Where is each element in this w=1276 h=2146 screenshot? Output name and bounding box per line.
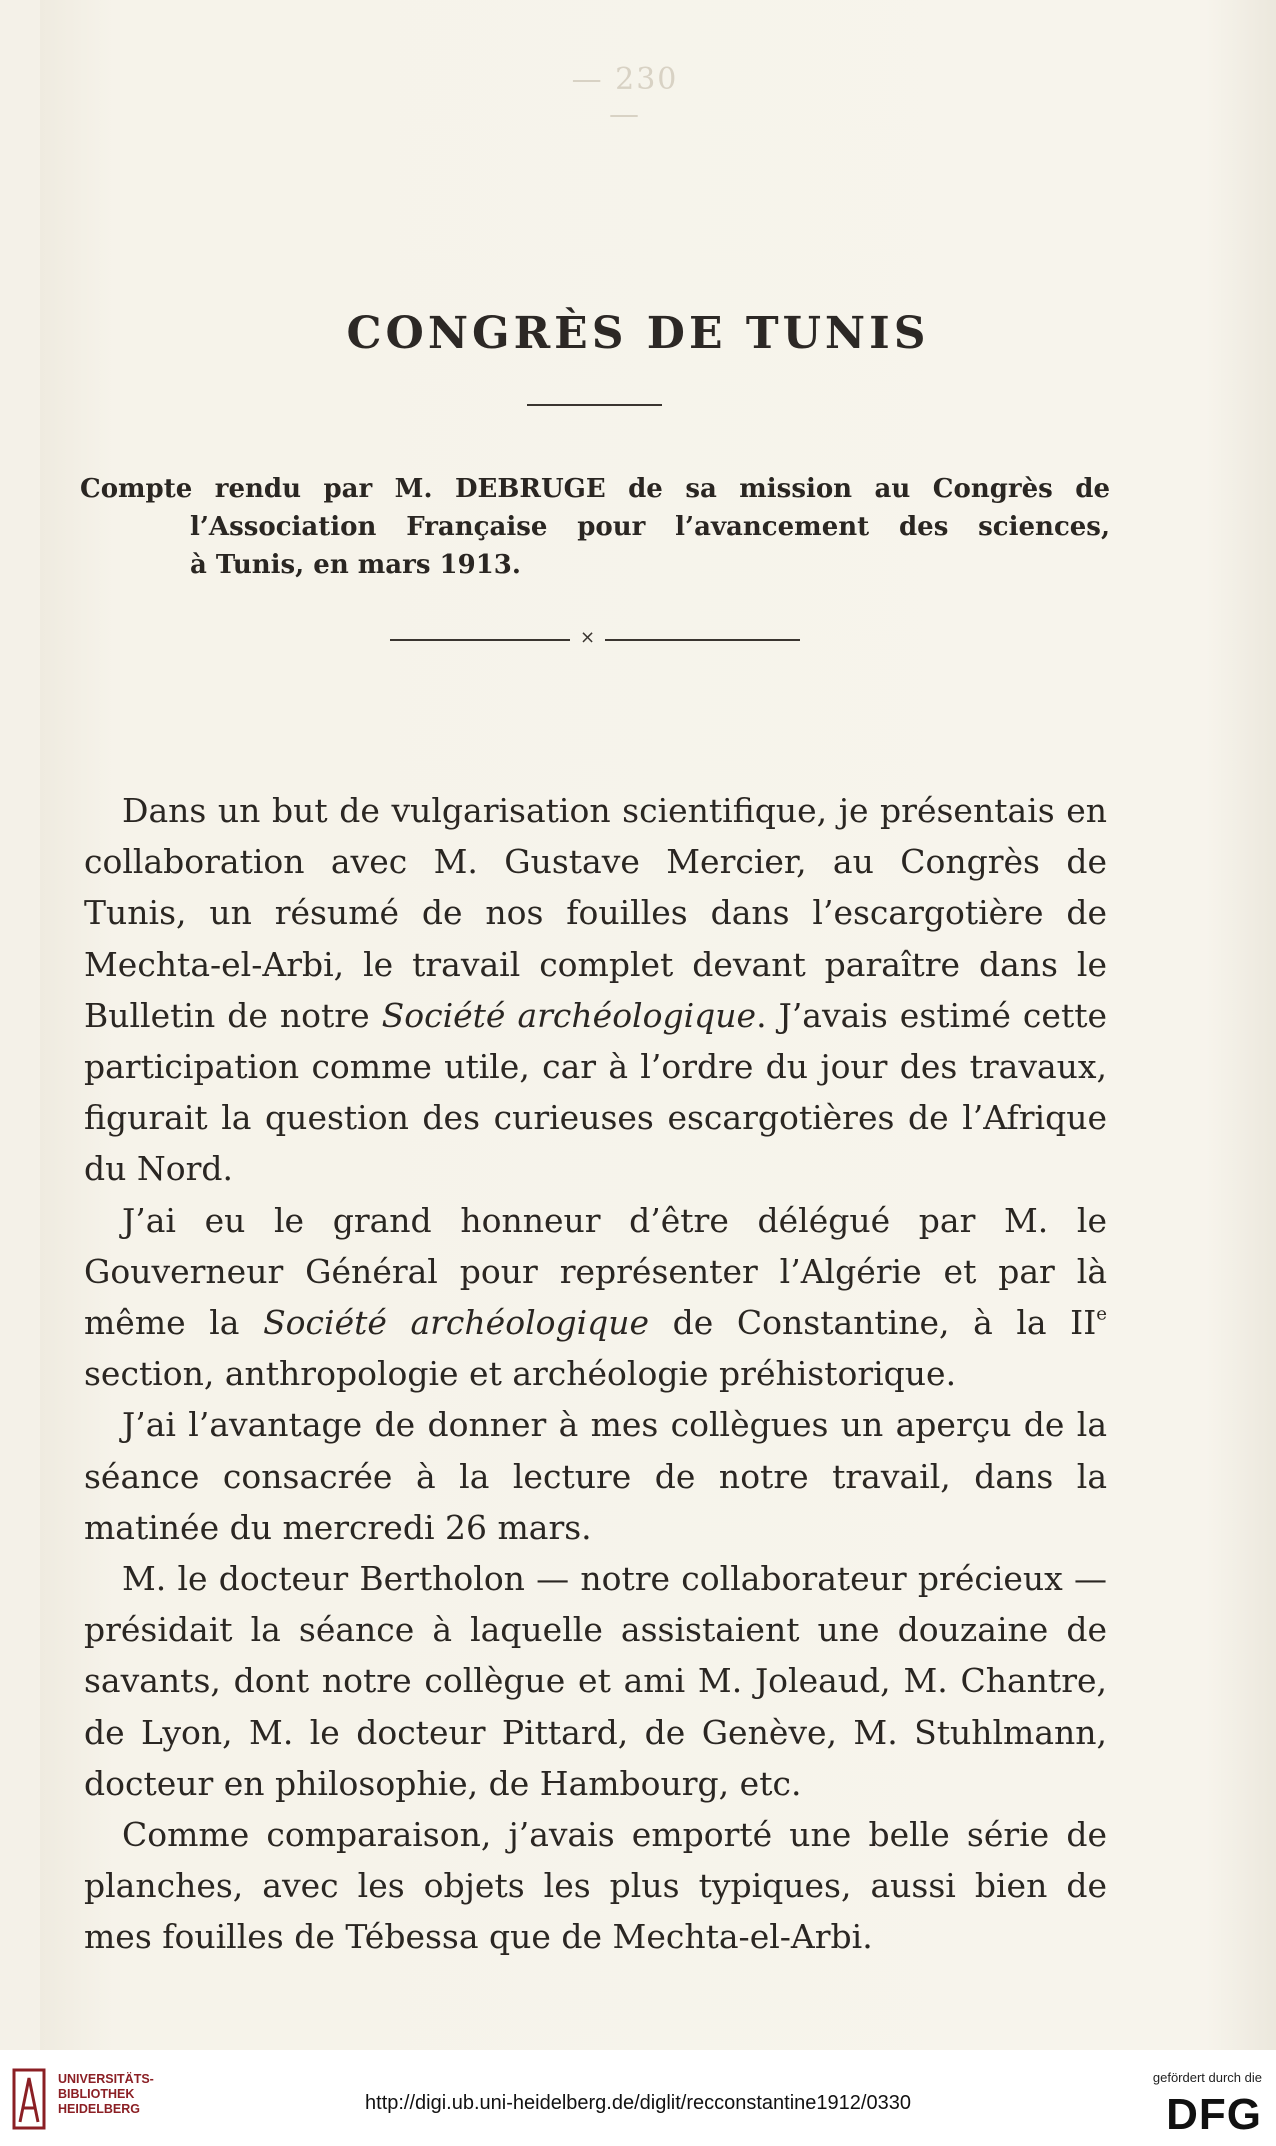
paragraph-2-text-b: de Constantine, à la II — [649, 1303, 1097, 1343]
subtitle-line-2: l’Association Française pour l’avancement des sciences, — [190, 512, 1110, 542]
paragraph-1-text-a: Dans un but de vulgarisation scientifique, je présentais en collaboration avec M. Gustave Mercier, au Congrès de Tunis, un résumé de nos fouilles dans l’escargotière de Mechta-el-Arbi, le travail complet devant paraître dans le Bulletin de notre — [84, 791, 1107, 1035]
institution-line-1: UNIVERSITÄTS- — [58, 2072, 154, 2086]
page-title: CONGRÈS DE TUNIS — [346, 308, 930, 359]
article-body — [84, 785, 1107, 1963]
divider-cross-ornament: ⨯ — [580, 627, 596, 648]
digitization-footer — [0, 2050, 1276, 2146]
subtitle-line-1: Compte rendu par M. DEBRUGE de sa mission au Congrès de — [80, 474, 1110, 504]
institution-line-3: HEIDELBERG — [58, 2102, 140, 2116]
institution-line-2: BIBLIOTHEK — [58, 2087, 135, 2101]
paragraph-3: J’ai l’avantage de donner à mes collègues un aperçu de la séance consacrée à la lecture de notre travail, dans la matinée du mercredi 26 mars. — [84, 1405, 1107, 1547]
paragraph-2-text-a: J’ai eu le grand honneur d’être délégué par M. le Gouverneur Général pour représenter l’Algérie et par là même la — [84, 1200, 1107, 1343]
paragraph-5: Comme comparaison, j’avais emporté une belle série de planches, avec les objets les plus typiques, aussi bien de mes fouilles de Tébessa que de Mechta-el-Arbi. — [84, 1815, 1107, 1957]
paragraph-1-text-b: . J’avais estimé cette participation comme utile, car à l’ordre du jour des travaux, figurait la question des curieuses escargotières de l’Afrique du Nord. — [84, 995, 1107, 1189]
paragraph-1-italic: Société archéologique — [381, 995, 757, 1035]
subtitle-line-3: à Tunis, en mars 1913. — [190, 550, 521, 580]
ornamental-divider — [390, 627, 800, 648]
page-number: — 230 — — [571, 62, 679, 132]
dfg-logo: DFG — [1166, 2090, 1262, 2139]
paragraph-1 — [84, 785, 1107, 1195]
divider-left-line — [390, 639, 570, 641]
paragraph-2-italic: Société archéologique — [263, 1303, 650, 1343]
title-underline-rule — [527, 404, 662, 406]
subtitle-block — [80, 470, 1110, 584]
paragraph-2-superscript: e — [1096, 1303, 1107, 1325]
paragraph-4: M. le docteur Bertholon — notre collaborateur précieux — présidait la séance à laquelle assistaient une douzaine de savants, dont notre collègue et ami M. Joleaud, M. Chantre, de Lyon, M. le docteur Pittard, de Genève, M. Stuhlmann, docteur en philosophie, de Hambourg, etc. — [84, 1559, 1107, 1803]
paragraph-2-text-c: section, anthropologie et archéologie préhistorique. — [84, 1354, 957, 1394]
permalink-url[interactable]: http://digi.ub.uni-heidelberg.de/diglit/recconstantine1912/0330 — [365, 2092, 911, 2114]
funder-label: gefördert durch die — [1152, 2070, 1262, 2085]
divider-right-line — [605, 639, 800, 641]
paragraph-2 — [84, 1195, 1107, 1400]
